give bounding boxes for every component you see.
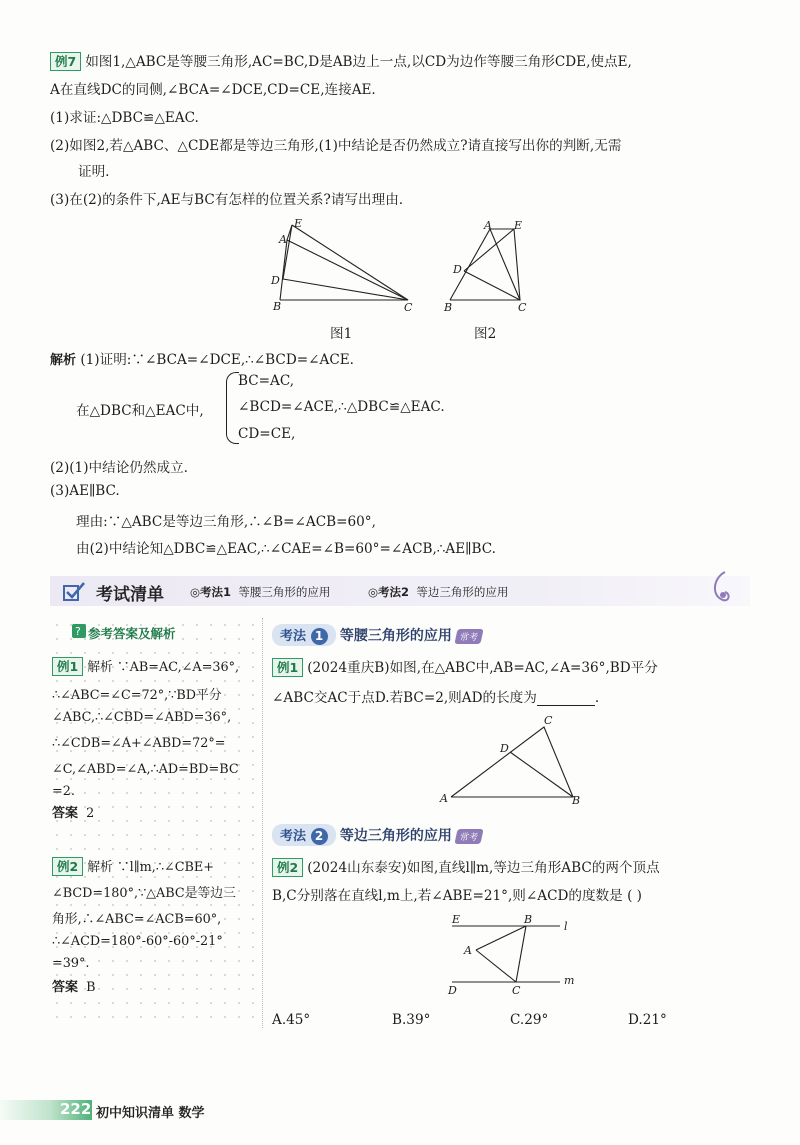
method2-line-2: B,C分别落在直线l,m上,若∠ABE=21°,则∠ACD的度数是 ( ) bbox=[272, 888, 642, 904]
fig2-point-a: A bbox=[484, 219, 492, 232]
fig2-point-c: C bbox=[518, 301, 527, 314]
banner-method-1: ◎考法1 等腰三角形的应用 bbox=[190, 585, 331, 599]
answer-ex2-line-5: =39°. bbox=[52, 956, 90, 971]
method1-pill: 考法 1 bbox=[272, 624, 336, 646]
answer-ex2-line-4: ∴∠ACD=180°-60°-60°-21° bbox=[52, 934, 223, 949]
exam-checklist-banner bbox=[50, 576, 750, 606]
solution-step-3: (3)AE∥BC. bbox=[50, 483, 120, 499]
figure-1 bbox=[268, 212, 418, 317]
fig2-point-b: B bbox=[444, 301, 453, 314]
example-tag: 例7 bbox=[50, 52, 81, 71]
figure-2 bbox=[440, 215, 540, 315]
method1-title: 等腰三角形的应用 bbox=[339, 628, 452, 644]
fig2-point-d: D bbox=[453, 263, 462, 276]
solution-step-1: (1)证明:∵∠BCA=∠DCE,∴∠BCD=∠ACE. bbox=[80, 352, 354, 368]
fig1-edges bbox=[280, 240, 408, 300]
brace-line-2: ∠BCD=∠ACE,∴△DBC≌△EAC. bbox=[238, 399, 445, 415]
method2-hot-badge: 常考 bbox=[455, 829, 484, 844]
answer-ex1-line-5: ∠C,∠ABD=∠A,∴AD=BD=BC bbox=[52, 762, 239, 777]
brace-line-1: BC=AC, bbox=[238, 373, 295, 389]
fig1-point-c: C bbox=[404, 301, 413, 314]
solution-brace-prefix: 在△DBC和△EAC中, bbox=[76, 403, 204, 419]
answer-ex1-line-6: =2. bbox=[52, 784, 75, 799]
method1-header bbox=[272, 624, 482, 646]
example7-question-3: (3)在(2)的条件下,AE与BC有怎样的位置关系?请写出理由. bbox=[50, 192, 404, 208]
method1-hot-badge: 常考 bbox=[455, 629, 484, 644]
fig2-point-e: E bbox=[514, 219, 523, 232]
example7-question-2: (2)如图2,若△ABC、△CDE都是等边三角形,(1)中结论是否仍然成立?请直接写出你的判断,无需 bbox=[50, 138, 622, 154]
checkbox-icon bbox=[62, 581, 86, 603]
answer-ex2-tag: 例2 bbox=[52, 857, 83, 876]
brace-line-3: CD=CE, bbox=[238, 426, 296, 442]
swirl-icon bbox=[705, 570, 735, 606]
example7-intro-1: 如图1,△ABC是等腰三角形,AC=BC,D是AB边上一点,以CD为边作等腰三角形CDE,使点E, bbox=[85, 54, 632, 70]
method2-figure bbox=[444, 912, 594, 998]
fig1-point-e: E bbox=[294, 217, 303, 230]
answer-ex1-line-1: 例1 解析 ∵AB=AC,∠A=36°, bbox=[52, 656, 239, 676]
example7-line1 bbox=[50, 50, 632, 71]
solution-line-1 bbox=[50, 348, 354, 368]
method2-point-e: E bbox=[452, 913, 461, 926]
column-divider bbox=[262, 618, 264, 1028]
method2-point-d: D bbox=[448, 984, 457, 997]
figure-2-caption: 图2 bbox=[474, 326, 497, 342]
option-b[interactable]: B.39° bbox=[392, 1012, 431, 1028]
method1-point-b: B bbox=[572, 794, 581, 807]
answer-ex1-answer: 答案 2 bbox=[52, 806, 95, 821]
answer-ex2-line-1: 例2 解析 ∵l∥m,∴∠CBE+ bbox=[52, 856, 214, 876]
method2-point-b: B bbox=[524, 913, 533, 926]
answer-ex2-line-3: 角形,∴∠ABC=∠ACB=60°, bbox=[52, 912, 222, 927]
fig1-point-d: D bbox=[271, 274, 280, 287]
solution-step-2: (2)(1)中结论仍然成立. bbox=[50, 460, 188, 476]
answer-blank[interactable] bbox=[537, 692, 595, 706]
method1-point-c: C bbox=[544, 714, 553, 727]
method2-line-1: 例2 (2024山东泰安)如图,直线l∥m,等边三角形ABC的两个顶点 bbox=[272, 856, 660, 877]
method1-point-a: A bbox=[440, 792, 448, 805]
page-number: 222 bbox=[60, 1100, 92, 1118]
page-footer bbox=[0, 1098, 800, 1122]
fig1-point-a: A bbox=[279, 233, 287, 246]
example7-question-1: (1)求证:△DBC≌△EAC. bbox=[50, 110, 199, 126]
book-title: 初中知识清单 数学 bbox=[96, 1106, 205, 1121]
method1-figure bbox=[434, 712, 594, 807]
fig1-point-b: B bbox=[273, 300, 282, 313]
method2-point-a: A bbox=[464, 944, 472, 957]
solution-reason-2: 由(2)中结论知△DBC≌△EAC,∴∠CAE=∠B=60°=∠ACB,∴AE∥BC. bbox=[76, 541, 496, 557]
answer-ex2-answer: 答案 B bbox=[52, 980, 96, 995]
answer-ex1-line-3: ∠ABC,∴∠CBD=∠ABD=36°, bbox=[52, 710, 232, 725]
example7-question-2-cont: 证明. bbox=[78, 164, 110, 180]
method2-line-m: m bbox=[564, 974, 575, 987]
method2-tag: 例2 bbox=[272, 858, 303, 877]
answer-ex1-tag: 例1 bbox=[52, 657, 83, 676]
svg-text:?: ? bbox=[75, 625, 81, 638]
method1-tag: 例1 bbox=[272, 658, 303, 677]
method2-header bbox=[272, 824, 482, 846]
figure-1-caption: 图1 bbox=[330, 326, 353, 342]
key-icon bbox=[72, 624, 86, 638]
solution-reason-1: 理由:∵△ABC是等边三角形,∴∠B=∠ACB=60°, bbox=[76, 514, 376, 530]
banner-method-2: ◎考法2 等边三角形的应用 bbox=[368, 585, 509, 599]
method2-pill: 考法 2 bbox=[272, 824, 336, 846]
option-a[interactable]: A.45° bbox=[272, 1012, 311, 1028]
answer-ex1-line-2: ∴∠ABC=∠C=72°,∵BD平分 bbox=[52, 688, 222, 703]
method1-line-1: 例1 (2024重庆B)如图,在△ABC中,AB=AC,∠A=36°,BD平分 bbox=[272, 656, 658, 677]
method1-line-2: ∠ABC交AC于点D.若BC=2,则AD的长度为 . bbox=[272, 690, 600, 706]
answer-column bbox=[50, 618, 260, 1028]
answer-ex2-line-2: ∠BCD=180°,∵△ABC是等边三 bbox=[52, 886, 236, 901]
answer-header: 参考答案及解析 bbox=[88, 626, 176, 641]
option-c[interactable]: C.29° bbox=[510, 1012, 549, 1028]
example7-intro-2: A在直线DC的同侧,∠BCA=∠DCE,CD=CE,连接AE. bbox=[50, 82, 376, 98]
method2-point-c: C bbox=[512, 984, 521, 997]
method2-title: 等边三角形的应用 bbox=[339, 828, 452, 844]
method1-point-d: D bbox=[500, 742, 509, 755]
option-d[interactable]: D.21° bbox=[628, 1012, 667, 1028]
solution-label: 解析 bbox=[50, 353, 77, 368]
method2-line-l: l bbox=[564, 920, 568, 933]
answer-ex1-line-4: ∴∠CDB=∠A+∠ABD=72°= bbox=[52, 736, 226, 751]
banner-title: 考试清单 bbox=[96, 585, 164, 605]
